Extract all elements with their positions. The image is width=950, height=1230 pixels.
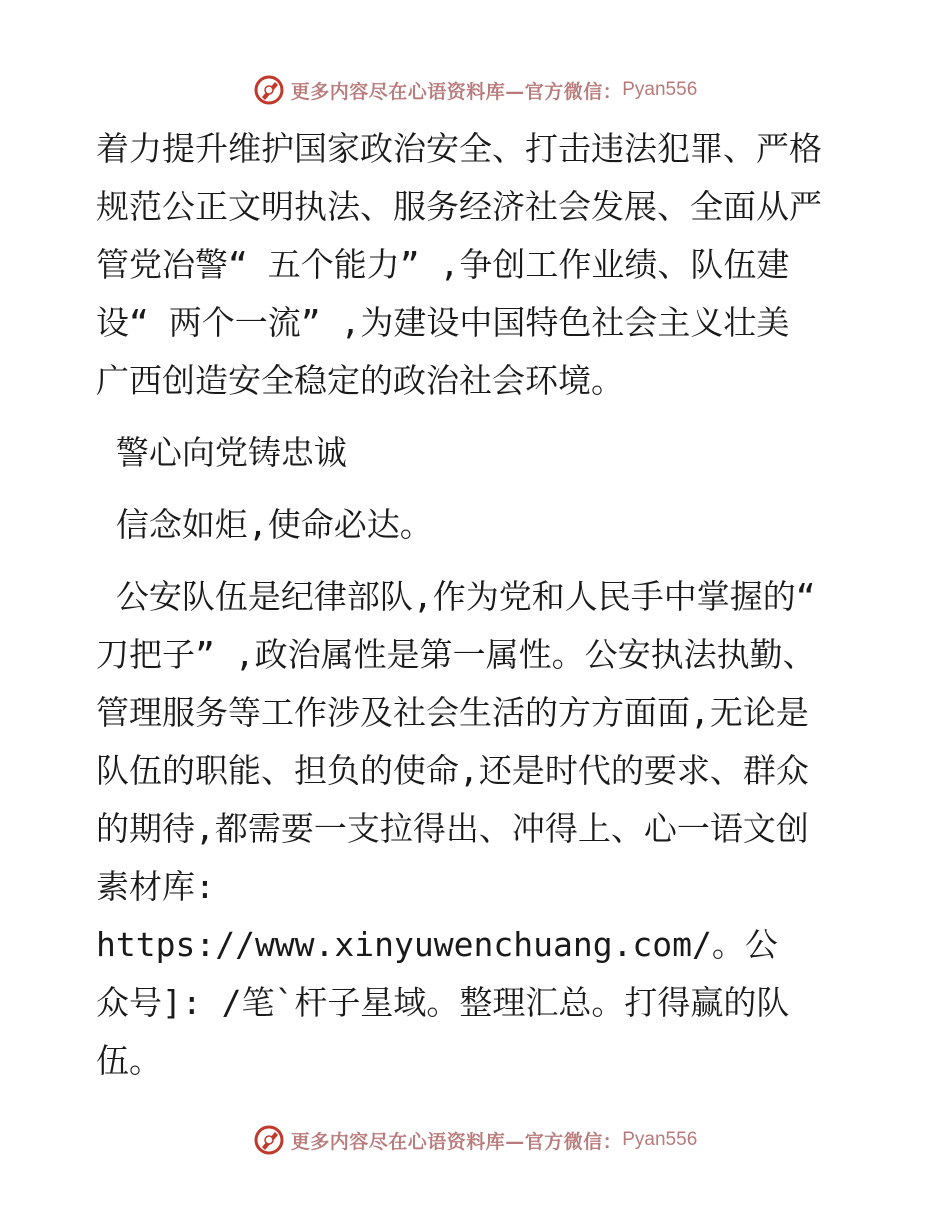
paragraph-main: 公安队伍是纪律部队,作为党和人民手中掌握的“ 刀把子” ,政治属性是第一属性。公安执法执勤、 管理服务等工作涉及社会生活的方方面面,无论是 队伍的职能、担负的使命,还是时代的要求、群众 的期待,都需要一支拉得出、冲得上、心一语文创 素材库: https://www.xinyuwenchuang.com/。公 众号]: /笔`杆子星域。整理汇总。打得赢的队 伍。 <box>96 577 816 1080</box>
wechat-id: Pyan556 <box>622 1129 698 1150</box>
pen-circle-logo-icon <box>253 74 285 106</box>
pen-circle-logo-icon <box>253 1124 285 1156</box>
section-heading: 警心向党铸忠诚 <box>96 433 347 472</box>
document-body <box>96 120 866 1090</box>
wechat-id: Pyan556 <box>622 79 698 100</box>
footer-banner <box>0 1120 950 1160</box>
header-banner <box>0 70 950 110</box>
paragraph-motto: 信念如炬,使命必达。 <box>96 505 433 544</box>
paragraph-intro: 着力提升维护国家政治安全、打击违法犯罪、严格 规范公正文明执法、服务经济社会发展、全面从严 管党冶警“ 五个能力” ,争创工作业绩、队伍建 设“ 两个一流” ,为建设中国特色社会主义壮美 广西创造安全稳定的政治社会环境。 <box>96 129 822 400</box>
banner-text: 更多内容尽在心语资料库—官方微信： <box>290 1130 623 1153</box>
banner-text: 更多内容尽在心语资料库—官方微信： <box>290 80 623 103</box>
